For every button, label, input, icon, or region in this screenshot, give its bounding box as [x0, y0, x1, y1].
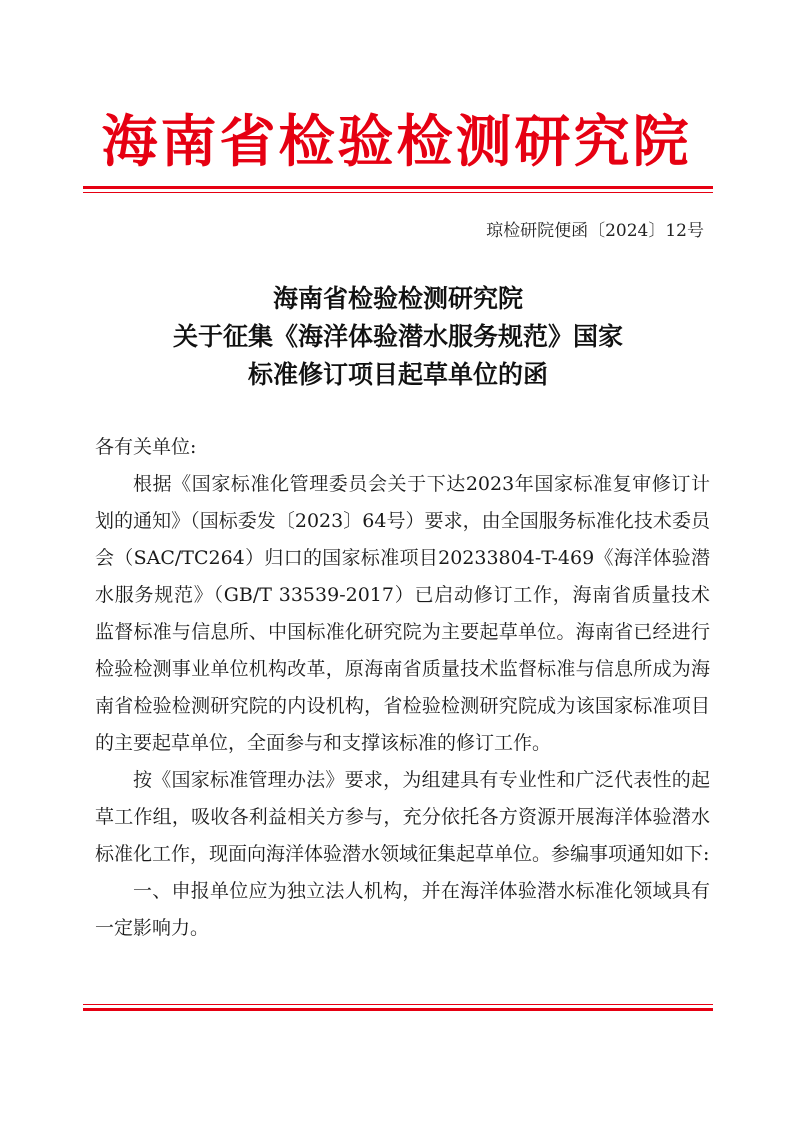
title-line: 海南省检验检测研究院 [272, 284, 523, 313]
body-paragraph: 按《国家标准管理办法》要求，为组建具有专业性和广泛代表性的起草工作组，吸收各利益相关方参与，充分依托各方资源开展海洋体验潜水标准化工作，现面向海洋体验潜水领域征集起草单位。参编事项通知如下: [95, 769, 710, 865]
body-paragraph: 一、申报单位应为独立法人机构，并在海洋体验潜水标准化领域具有一定影响力。 [95, 880, 710, 939]
title-line: 关于征集《海洋体验潜水服务规范》国家 [172, 322, 623, 351]
letterhead-org-name: 海南省检验检测研究院 [101, 110, 692, 175]
salutation: 各有关单位: [95, 436, 197, 458]
letterhead-divider-thick [83, 186, 713, 189]
footer-divider-thick [83, 1008, 713, 1011]
title-line: 标准修订项目起草单位的函 [247, 360, 548, 389]
body-paragraph: 根据《国家标准化管理委员会关于下达2023年国家标准复审修订计划的通知》（国标委发〔2023〕64号）要求，由全国服务标准化技术委员会（SAC/TC264）归口的国家标准项目20233804-T-469《海洋体验潜水服务规范》（GB/T 33539-2017）已启动修订工作，海南省质量技术监督标准与信息所、中国标准化研究院为主要起草单位。海南省已经进行检验检测事业单位机构改革，原海南省质量技术监督标准与信息所成为海南省检验检测研究院的内设机构，省检验检测研究院成为该国家标准项目的主要起草单位，全面参与和支撑该标准的修订工作。 [95, 473, 710, 754]
document-number: 琼检研院便函〔2024〕12号 [486, 221, 704, 241]
document-title [83, 280, 713, 394]
letterhead-divider-thin [83, 192, 713, 193]
footer-divider-thin [83, 1004, 713, 1005]
document-body [95, 429, 710, 947]
